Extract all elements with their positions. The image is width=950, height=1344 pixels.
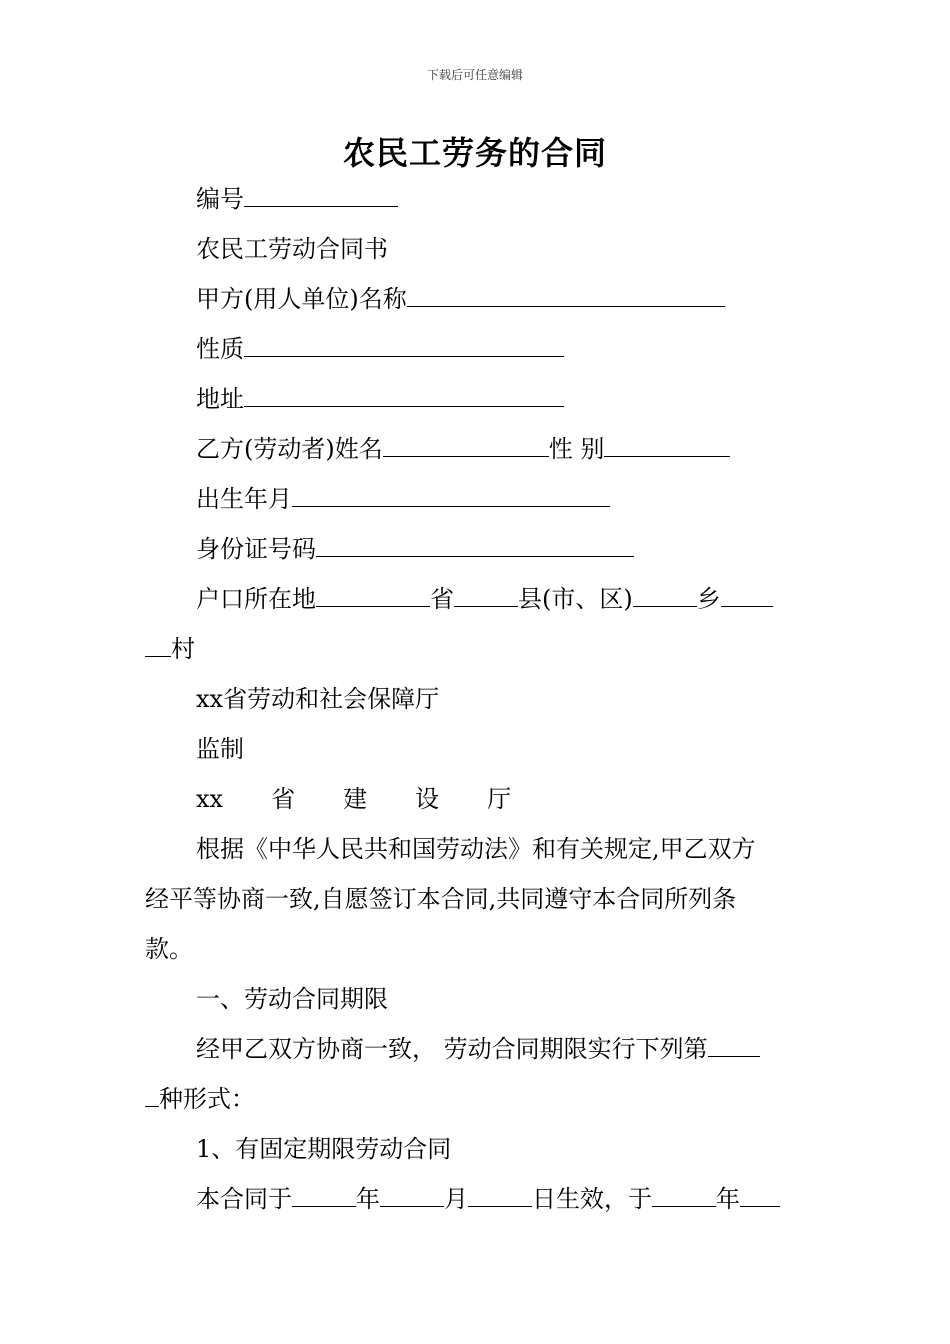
party-a-blank: [407, 286, 725, 307]
document-title: 农民工劳务的合同: [342, 134, 607, 172]
residence-village-blank-a: [721, 586, 773, 607]
month-label: 月: [444, 1185, 468, 1213]
start-month-blank: [380, 1186, 444, 1207]
intro-line-1: 根据《中华人民共和国劳动法》和有关规定,甲乙双方: [196, 835, 756, 863]
item1-title: 1、有固定期限劳动合同: [196, 1135, 452, 1163]
form-choice-blank-a: [708, 1036, 760, 1057]
item1-text: [196, 1184, 780, 1214]
nature-label: 性质: [196, 335, 244, 363]
issuer-dept1: xx省劳动和社会保障厅: [196, 685, 440, 713]
residence-label: 户口所在地: [196, 585, 316, 613]
item1-text-a: 本合同于: [196, 1185, 292, 1213]
nature-line: [196, 334, 564, 364]
party-b-label: 乙方(劳动者)姓名: [196, 435, 383, 463]
party-a-line: [196, 284, 725, 314]
number-blank: [244, 186, 398, 207]
id-line: [196, 534, 634, 564]
address-blank: [244, 386, 564, 407]
section1-p2: [145, 1084, 255, 1114]
village-line: [145, 634, 195, 664]
book-title: 农民工劳动合同书: [196, 235, 388, 263]
party-a-label: 甲方(用人单位)名称: [196, 285, 407, 313]
birth-label: 出生年月: [196, 485, 292, 513]
party-b-name-blank: [383, 436, 549, 457]
number-label: 编号: [196, 185, 244, 213]
party-b-line: [196, 434, 730, 464]
village-label: 村: [171, 635, 195, 663]
intro-line-3: 款。: [145, 935, 193, 963]
section1-p1: [196, 1034, 760, 1064]
header-note: 下载后可任意编辑: [426, 68, 523, 82]
year-label: 年: [356, 1185, 380, 1213]
gender-label: 性 别: [548, 435, 605, 463]
section1-p1-text: 经甲乙双方协商一致， 劳动合同期限实行下列第: [196, 1035, 708, 1063]
province-label: 省: [430, 585, 454, 613]
end-month-blank: [740, 1186, 780, 1207]
residence-county-blank: [454, 586, 518, 607]
end-year-label: 年: [716, 1185, 740, 1213]
birth-blank: [292, 486, 610, 507]
residence-township-blank: [633, 586, 697, 607]
nature-blank: [244, 336, 564, 357]
effective-label: 日生效，于: [532, 1185, 652, 1213]
gender-blank: [604, 436, 730, 457]
residence-line: [196, 584, 773, 614]
form-choice-blank-b: [145, 1086, 159, 1107]
section1-p2-text: 种形式：: [159, 1085, 255, 1113]
start-day-blank: [468, 1186, 532, 1207]
start-year-blank: [292, 1186, 356, 1207]
address-line: [196, 384, 564, 414]
township-label: 乡: [696, 585, 721, 613]
id-label: 身份证号码: [196, 535, 316, 563]
county-label: 县(市、区): [518, 585, 633, 613]
residence-village-blank-b: [145, 636, 171, 657]
id-blank: [316, 536, 634, 557]
address-label: 地址: [196, 385, 244, 413]
end-year-blank: [652, 1186, 716, 1207]
number-line: [196, 184, 398, 214]
issuer-supervise: 监制: [196, 735, 244, 763]
birth-line: [196, 484, 610, 514]
intro-line-2: 经平等协商一致,自愿签订本合同,共同遵守本合同所列条: [145, 885, 737, 913]
issuer-dept2: xx 省 建 设 厅: [196, 785, 512, 813]
residence-province-blank: [316, 586, 430, 607]
section1-title: 一、劳动合同期限: [196, 985, 388, 1013]
